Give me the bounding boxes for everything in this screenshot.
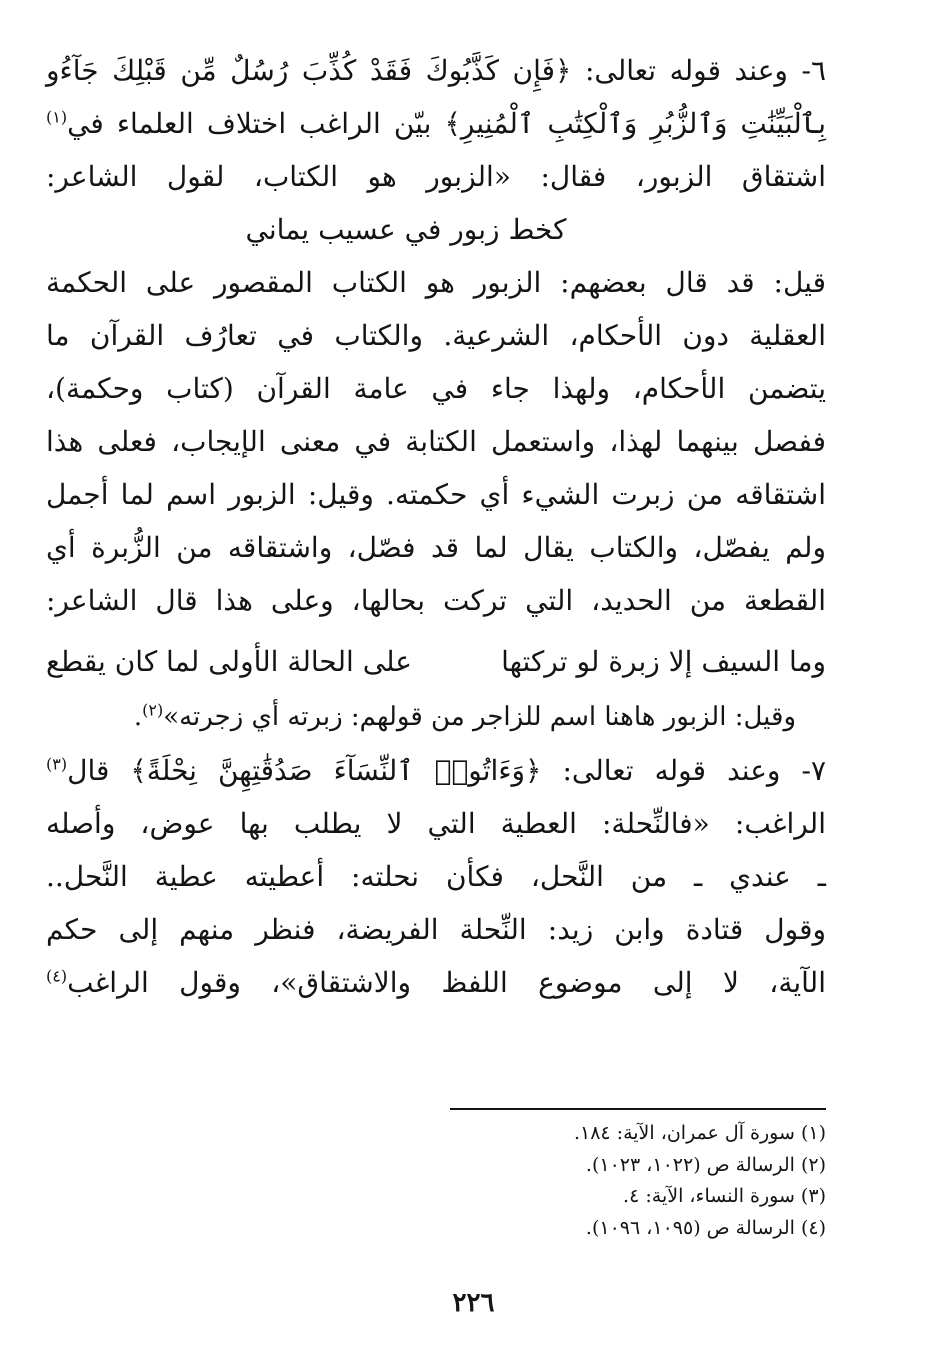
body-line-6	[46, 309, 826, 362]
footnote-2: (٢) الرسالة ص (١٠٢٢، ١٠٢٣).	[585, 1153, 826, 1176]
main-text	[46, 44, 826, 1009]
footnotes	[326, 1118, 826, 1244]
body-line-18-text: الآية، لا إلى موضوع اللفظ والاشتقاق»، وقول الراغب	[67, 966, 826, 999]
body-line-11	[46, 574, 826, 627]
poem-first-hemistich: وما السيف إلا زبرة لو تركتها	[501, 645, 826, 678]
body-line-16-text: ـ عندي ـ من النَّحل، فكأن نحلته: أعطيته عطية النَّحل..	[46, 860, 826, 893]
body-line-6-text: العقلية دون الأحكام، الشرعية. والكتاب في تعارُف القرآن ما	[46, 319, 826, 352]
footnote-1: (١) سورة آل عمران، الآية: ١٨٤.	[573, 1122, 826, 1144]
body-line-9	[46, 468, 826, 521]
body-line-7	[46, 362, 826, 415]
body-line-after-poem-end: .	[133, 702, 143, 732]
poem-verse	[46, 633, 826, 691]
body-line-10	[46, 521, 826, 574]
body-line-after-poem-text: وقيل: الزبور هاهنا اسم للزاجر من قولهم: زبرته أي زجرته»	[163, 702, 796, 732]
body-line-1	[46, 44, 826, 97]
body-line-15	[46, 797, 826, 850]
body-line-1-text: ٦- وعند قوله تعالى: ﴿فَإِن كَذَّبُوكَ فَقَدْ كُذِّبَ رُسُلٌ مِّن قَبْلِكَ جَآءُو	[46, 54, 826, 87]
body-line-15-text: الراغب: «فالنِّحلة: العطية التي لا يطلب بها عوض، وأصله	[46, 807, 826, 840]
footnote-marker-3: (٣)	[46, 754, 68, 774]
footnote-3: (٣) سورة النساء، الآية: ٤.	[623, 1185, 826, 1207]
body-line-14-text: ٧- وعند قوله تعالى: ﴿وَءَاتُوا۟ ٱلنِّسَآءَ صَدُقَٰتِهِنَّ نِحْلَةً﴾ قال	[67, 754, 826, 787]
body-line-5	[46, 256, 826, 309]
quoted-verse	[46, 203, 826, 256]
poem-second-hemistich: على الحالة الأولى لما كان يقطع	[46, 645, 413, 678]
footnote-4: (٤) الرسالة ص (١٠٩٥، ١٠٩٦).	[585, 1216, 826, 1239]
body-line-2-text: بِٱلْبَيِّنَٰتِ وَٱلزُّبُرِ وَٱلْكِتَٰبِ ٱلْمُنِيرِ﴾ بيّن الراغب اختلاف العلماء في	[67, 107, 826, 140]
body-line-after-poem	[46, 691, 826, 744]
body-line-3	[46, 150, 826, 203]
body-line-8-text: ففصل بينهما لهذا، واستعمل الكتابة في معنى الإيجاب، فعلى هذا	[46, 425, 826, 458]
body-line-14	[46, 744, 826, 797]
footnote-marker-1: (١)	[46, 107, 68, 127]
body-line-16	[46, 850, 826, 903]
body-line-11-text: القطعة من الحديد، التي تركت بحالها، وعلى هذا قال الشاعر:	[46, 584, 826, 617]
footnote-marker-2: (٢)	[142, 700, 164, 720]
body-line-2	[46, 97, 826, 150]
body-line-10-text: ولم يفصّل، والكتاب يقال لما قد فصّل، واشتقاقه من الزُّبرة أي	[46, 531, 826, 564]
body-line-7-text: يتضمن الأحكام، ولهذا جاء في عامة القرآن (كتاب وحكمة)،	[46, 372, 826, 405]
body-line-17-text: وقول قتادة وابن زيد: النِّحلة الفريضة، فنظر منهم إلى حكم	[46, 913, 826, 946]
quoted-verse-text: كخط زبور في عسيب يماني	[245, 213, 567, 246]
body-line-8	[46, 415, 826, 468]
footnote-separator	[450, 1108, 826, 1110]
body-line-17	[46, 903, 826, 956]
body-line-5-text: قيل: قد قال بعضهم: الزبور هو الكتاب المقصور على الحكمة	[46, 266, 826, 299]
page-number: ٢٢٦	[452, 1288, 495, 1318]
footnote-marker-4: (٤)	[46, 966, 68, 986]
body-line-3-text: اشتقاق الزبور، فقال: «الزبور هو الكتاب، لقول الشاعر:	[46, 160, 826, 193]
body-line-18	[46, 956, 826, 1009]
body-line-9-text: اشتقاقه من زبرت الشيء أي حكمته. وقيل: الزبور اسم لما أجمل	[46, 478, 826, 511]
